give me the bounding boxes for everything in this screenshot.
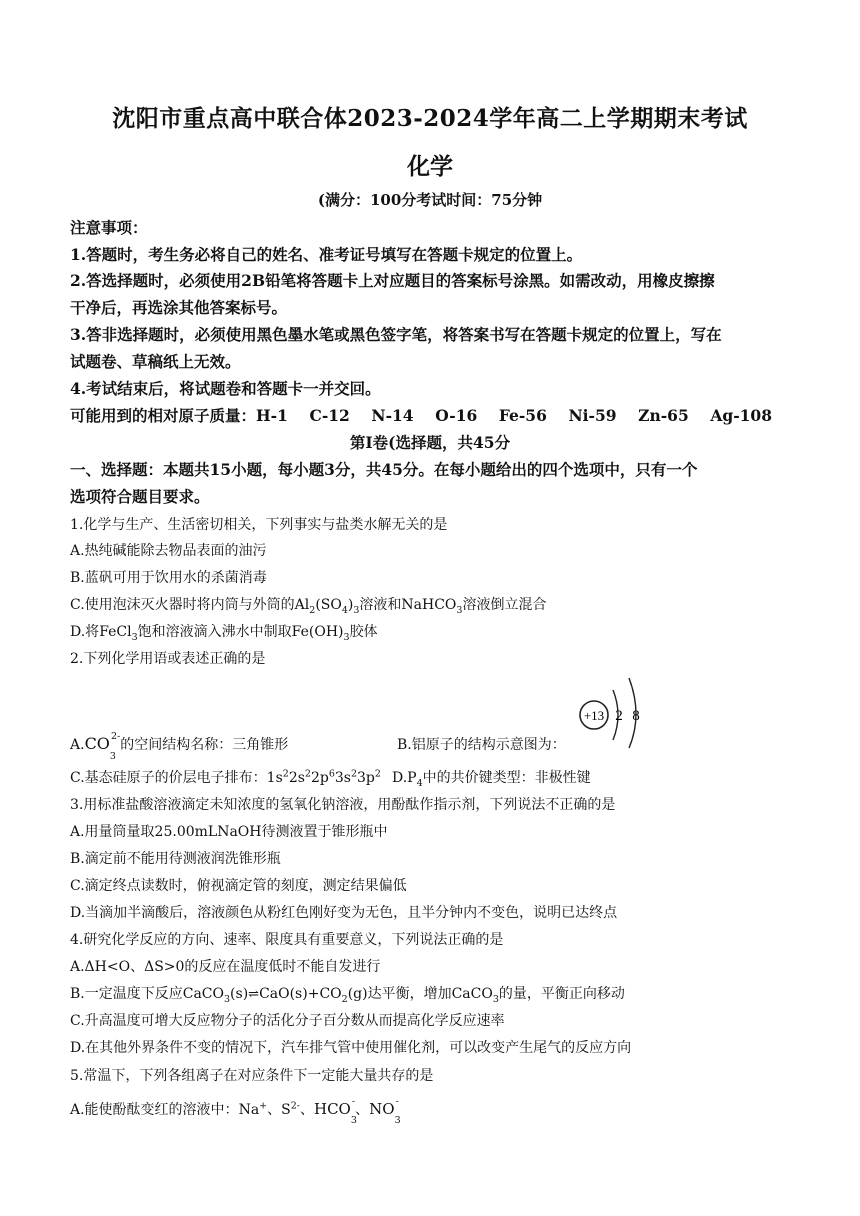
atom-nucleus-label: +13: [583, 708, 605, 723]
q1-option-c: C.使用泡沫灭火器时将内筒与外筒的$Al_2(SO_4)_3$溶液和NaHCO$_3$溶液倒立混合: [70, 597, 547, 616]
q3-option-a: A.用量筒量取25.00mLNaOH待测液置于锥形瓶中: [70, 824, 388, 840]
q1-option-b: B.蓝矾可用于饮用水的杀菌消毒: [70, 570, 267, 586]
exam-title: 沈阳市重点高中联合体2023-2024学年高二上学期期末考试: [112, 105, 748, 132]
mass-item: C-12: [309, 406, 350, 425]
note-item: 2.答选择题时，必须使用2B铅笔将答题卡上对应题目的答案标号涂黑。如需改动，用橡皮擦擦: [70, 271, 715, 290]
atom-shell-label: 8: [632, 708, 640, 724]
exam-info: (满分：100分考试时间：75分钟: [317, 191, 543, 209]
mass-item: Zn-65: [638, 406, 689, 425]
q4-option-a: A.ΔH<O、ΔS>0的反应在温度低时不能自发进行: [70, 959, 381, 975]
q2-option-d: $D.P_4$中的共价键类型：非极性键: [392, 770, 591, 789]
aluminum-atom-diagram: [575, 668, 653, 750]
mass-item: N-14: [371, 406, 414, 425]
note-item: 4.考试结束后，将试题卷和答题卡一并交回。: [70, 379, 381, 398]
q3-option-c: C.滴定终点读数时，俯视滴定管的刻度，测定结果偏低: [70, 878, 407, 894]
section-instruction: 一、选择题：本题共15小题，每小题3分，共45分。在每小题给出的四个选项中，只有一个: [70, 460, 698, 479]
section-instruction-cont: 选项符合题目要求。: [70, 487, 210, 506]
q5-option-a: A.能使酚酞变红的溶液中：Na+、$S^{2-}$、$HCO_3^-$、$NO_3^-$: [70, 1096, 401, 1126]
q2-option-a: $A.CO_3^{2-}$的空间结构名称：三角锥形: [70, 730, 289, 763]
mass-item: O-16: [435, 406, 478, 425]
mass-item: H-1: [256, 406, 288, 425]
mass-item: Fe-56: [498, 406, 547, 425]
q4-option-c: C.升高温度可增大反应物分子的活化分子百分数从而提高化学反应速率: [70, 1013, 505, 1029]
mass-item: Ag-108: [710, 406, 772, 425]
q1-option-d: D.将FeCl$_3$饱和溶液滴入沸水中制取$Fe(OH)_3$胶体: [70, 624, 378, 643]
q4-option-b: B.一定温度下反应$CaCO_3(s)\rightleftharpoons CaO(s)+CO_2(g)$达平衡，增加CaCO$_3$的量，平衡正向移动: [70, 986, 625, 1005]
q3-option-b: B.滴定前不能用待测液润洗锥形瓶: [70, 851, 281, 867]
q1-stem: 1.化学与生产、生活密切相关，下列事实与盐类水解无关的是: [70, 517, 448, 533]
q2-option-b: B.铝原子的结构示意图为：: [397, 737, 566, 753]
subject-title: 化学: [407, 153, 453, 180]
note-item: 3.答非选择题时，必须使用黑色墨水笔或黑色签字笔，将答案书写在答题卡规定的位置上，写在: [70, 325, 722, 344]
note-item: 试题卷、草稿纸上无效。: [70, 352, 241, 371]
q5-stem: 5.常温下，下列各组离子在对应条件下一定能大量共存的是: [70, 1068, 434, 1084]
note-item: 1.答题时，考生务必将自己的姓名、准考证号填写在答题卡规定的位置上。: [70, 245, 583, 264]
note-item: 干净后，再选涂其他答案标号。: [70, 298, 288, 317]
mass-item: Ni-59: [568, 406, 617, 425]
atomic-masses-label: 可能用到的相对原子质量：: [70, 406, 257, 425]
q2-option-c: C.基态硅原子的价层电子排布：$1s^22s^22p^63s^23p^2$: [70, 768, 381, 786]
q3-stem: 3.用标准盐酸溶液滴定未知浓度的氢氧化钠溶液，用酚酞作指示剂，下列说法不正确的是: [70, 797, 616, 813]
q4-option-d: D.在其他外界条件不变的情况下，汽车排气管中使用催化剂，可以改变产生尾气的反应方向: [70, 1040, 632, 1056]
atomic-masses: [70, 404, 772, 426]
atom-shell-label: 2: [615, 708, 623, 724]
part1-title: 第I卷(选择题，共45分: [349, 433, 511, 452]
q2-stem: 2.下列化学用语或表述正确的是: [70, 651, 266, 667]
q3-option-d: D.当滴加半滴酸后，溶液颜色从粉红色刚好变为无色，且半分钟内不变色，说明已达终点: [70, 905, 618, 921]
q4-stem: 4.研究化学反应的方向、速率、限度具有重要意义，下列说法正确的是: [70, 932, 504, 948]
q1-option-a: A.热纯碱能除去物品表面的油污: [70, 543, 267, 559]
notes-heading: 注意事项：: [70, 218, 148, 237]
